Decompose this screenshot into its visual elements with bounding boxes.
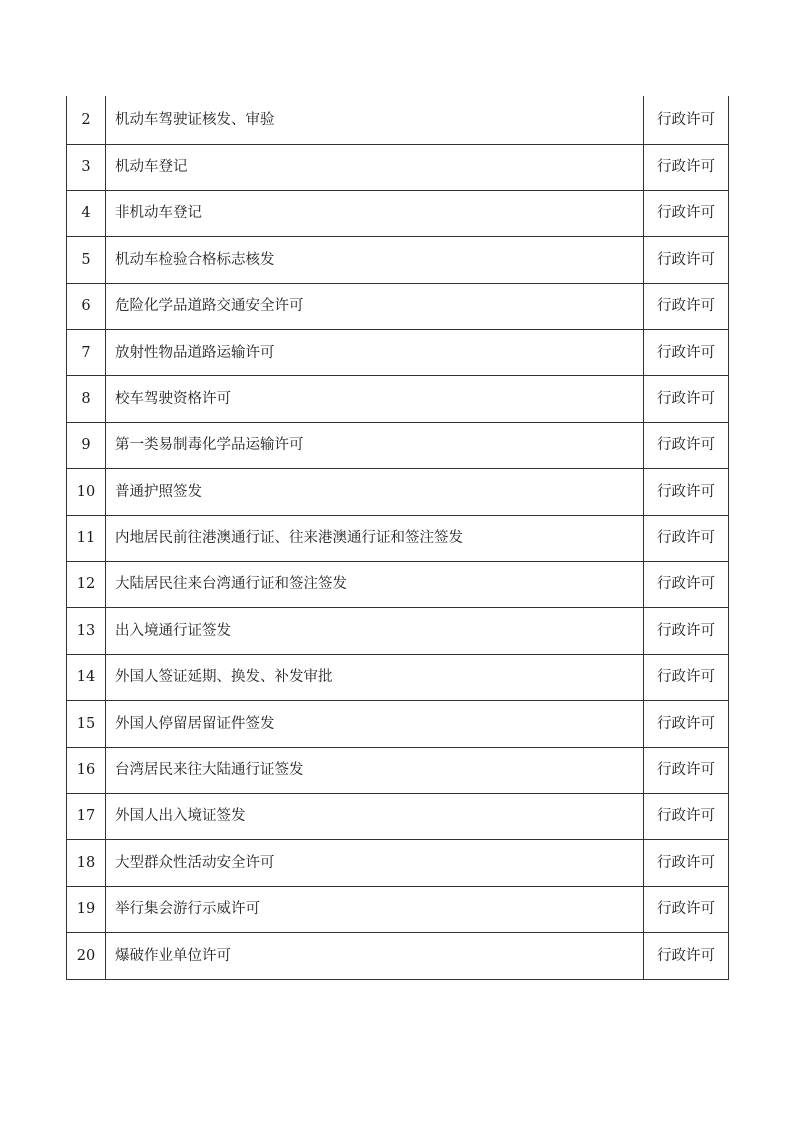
row-number-cell: 7 — [67, 330, 106, 376]
row-number-cell: 4 — [67, 190, 106, 236]
table-row — [67, 747, 729, 793]
item-type-cell: 行政许可 — [644, 469, 729, 515]
item-type-cell: 行政许可 — [644, 96, 729, 144]
item-type-cell: 行政许可 — [644, 376, 729, 422]
row-number-cell: 19 — [67, 886, 106, 932]
row-number-cell: 11 — [67, 515, 106, 561]
item-name-cell: 大陆居民往来台湾通行证和签注签发 — [106, 562, 644, 608]
table-row — [67, 237, 729, 283]
table-row — [67, 608, 729, 654]
item-type-cell: 行政许可 — [644, 886, 729, 932]
table-row — [67, 190, 729, 236]
item-type-cell: 行政许可 — [644, 422, 729, 468]
table-row — [67, 701, 729, 747]
table-row — [67, 654, 729, 700]
item-name-cell: 外国人停留居留证件签发 — [106, 701, 644, 747]
table-row — [67, 376, 729, 422]
table-row — [67, 422, 729, 468]
row-number-cell: 18 — [67, 840, 106, 886]
row-number-cell: 17 — [67, 793, 106, 839]
row-number-cell: 8 — [67, 376, 106, 422]
table-row — [67, 886, 729, 932]
table-row — [67, 144, 729, 190]
row-number-cell: 16 — [67, 747, 106, 793]
item-type-cell: 行政许可 — [644, 747, 729, 793]
item-name-cell: 大型群众性活动安全许可 — [106, 840, 644, 886]
item-type-cell: 行政许可 — [644, 793, 729, 839]
table-row — [67, 562, 729, 608]
table-row — [67, 283, 729, 329]
item-name-cell: 内地居民前往港澳通行证、往来港澳通行证和签注签发 — [106, 515, 644, 561]
row-number-cell: 15 — [67, 701, 106, 747]
item-type-cell: 行政许可 — [644, 608, 729, 654]
item-type-cell: 行政许可 — [644, 190, 729, 236]
item-type-cell: 行政许可 — [644, 840, 729, 886]
row-number-cell: 6 — [67, 283, 106, 329]
row-number-cell: 10 — [67, 469, 106, 515]
row-number-cell: 5 — [67, 237, 106, 283]
item-type-cell: 行政许可 — [644, 562, 729, 608]
item-type-cell: 行政许可 — [644, 283, 729, 329]
row-number-cell: 13 — [67, 608, 106, 654]
item-name-cell: 机动车驾驶证核发、审验 — [106, 96, 644, 144]
item-type-cell: 行政许可 — [644, 237, 729, 283]
item-name-cell: 外国人出入境证签发 — [106, 793, 644, 839]
permit-table-body — [67, 96, 729, 979]
row-number-cell: 3 — [67, 144, 106, 190]
item-type-cell: 行政许可 — [644, 701, 729, 747]
table-row — [67, 330, 729, 376]
item-type-cell: 行政许可 — [644, 515, 729, 561]
table-row — [67, 515, 729, 561]
item-name-cell: 放射性物品道路运输许可 — [106, 330, 644, 376]
item-type-cell: 行政许可 — [644, 654, 729, 700]
item-type-cell: 行政许可 — [644, 933, 729, 979]
item-name-cell: 危险化学品道路交通安全许可 — [106, 283, 644, 329]
table-row — [67, 840, 729, 886]
item-name-cell: 机动车登记 — [106, 144, 644, 190]
permit-table — [66, 96, 729, 980]
item-type-cell: 行政许可 — [644, 330, 729, 376]
item-name-cell: 爆破作业单位许可 — [106, 933, 644, 979]
table-row — [67, 933, 729, 979]
item-name-cell: 第一类易制毒化学品运输许可 — [106, 422, 644, 468]
item-name-cell: 非机动车登记 — [106, 190, 644, 236]
table-row — [67, 469, 729, 515]
item-name-cell: 机动车检验合格标志核发 — [106, 237, 644, 283]
table-row — [67, 793, 729, 839]
item-name-cell: 台湾居民来往大陆通行证签发 — [106, 747, 644, 793]
table-row — [67, 96, 729, 144]
row-number-cell: 14 — [67, 654, 106, 700]
item-name-cell: 举行集会游行示威许可 — [106, 886, 644, 932]
row-number-cell: 20 — [67, 933, 106, 979]
row-number-cell: 2 — [67, 96, 106, 144]
item-name-cell: 出入境通行证签发 — [106, 608, 644, 654]
row-number-cell: 9 — [67, 422, 106, 468]
row-number-cell: 12 — [67, 562, 106, 608]
item-type-cell: 行政许可 — [644, 144, 729, 190]
item-name-cell: 外国人签证延期、换发、补发审批 — [106, 654, 644, 700]
item-name-cell: 普通护照签发 — [106, 469, 644, 515]
item-name-cell: 校车驾驶资格许可 — [106, 376, 644, 422]
